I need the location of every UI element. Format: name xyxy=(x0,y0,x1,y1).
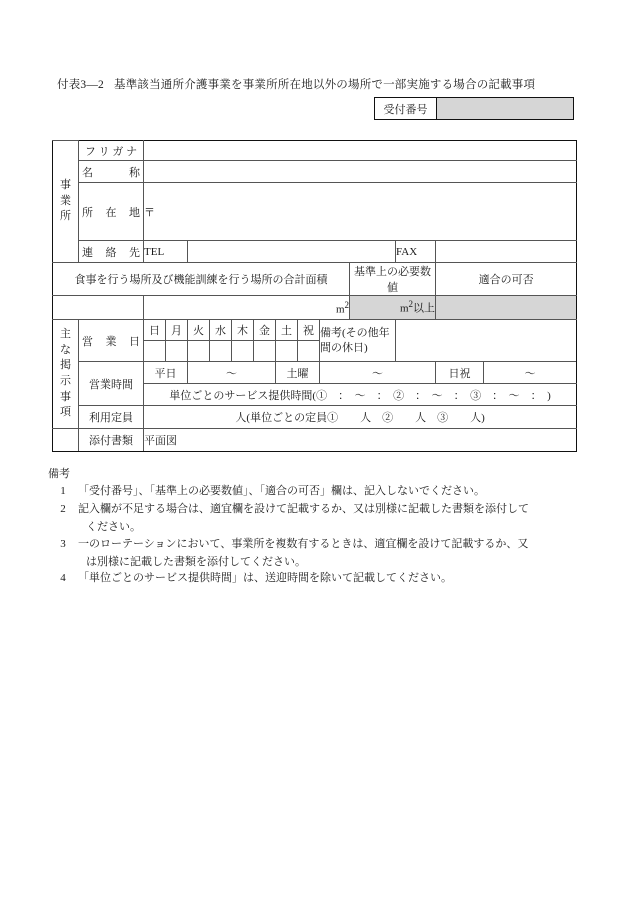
table-row-furigana xyxy=(53,141,577,161)
day-value-wed[interactable] xyxy=(210,341,232,362)
standard-suffix-label: 以上 xyxy=(413,302,435,315)
table-row-name xyxy=(53,161,577,183)
day-header-sat: 土 xyxy=(276,320,298,341)
standard-unit-superscript: 2 xyxy=(408,299,413,310)
office-name-label: 名 称 xyxy=(79,161,144,183)
title-text: 基準該当通所介護事業を事業所所在地以外の場所で一部実施する場合の記載事項 xyxy=(114,79,536,91)
business-days-remarks-label: 備考(その他年間の休日) xyxy=(320,320,396,362)
posting-group-label-char-4: 事 xyxy=(60,390,71,403)
conformity-header: 適合の可否 xyxy=(436,263,577,296)
tel-value[interactable] xyxy=(188,241,396,263)
remarks-heading: 備考 xyxy=(48,468,70,480)
main-form-table xyxy=(52,140,577,452)
remarks-note-4-number: 4 xyxy=(60,572,66,584)
day-header-thu: 木 xyxy=(232,320,254,341)
office-group-label-char-2: 所 xyxy=(60,210,71,223)
receipt-number-label: 受付番号 xyxy=(375,98,437,119)
holiday-hours-value[interactable]: ～ xyxy=(484,362,577,384)
receipt-number-value[interactable] xyxy=(437,98,573,119)
remarks-note-2-number: 2 xyxy=(60,503,66,515)
saturday-label: 土曜 xyxy=(276,362,320,384)
day-value-tue[interactable] xyxy=(188,341,210,362)
attachments-spacer xyxy=(53,429,79,452)
title-code: 付表3—2 xyxy=(57,79,104,91)
capacity-label: 利用定員 xyxy=(79,406,144,429)
remarks-note-3-text: 一のローテーションにおいて、事業所を複数有するときは、適宜欄を設けて記載するか、又 xyxy=(78,537,529,550)
attachments-label: 添付書類 xyxy=(79,429,144,452)
table-row-contact xyxy=(53,241,577,263)
office-group-label-char-1: 業 xyxy=(60,194,71,207)
office-group-label xyxy=(53,141,79,263)
office-address-value[interactable] xyxy=(144,183,577,241)
day-header-sun: 日 xyxy=(144,320,166,341)
remarks-note-1 xyxy=(48,483,588,500)
table-row-capacity xyxy=(53,406,577,429)
business-hours-label: 営業時間 xyxy=(79,362,144,406)
posting-group-label-char-5: 項 xyxy=(60,406,71,419)
posting-group-label-char-0: 主 xyxy=(60,328,71,341)
capacity-value[interactable]: 人(単位ごとの定員① 人 ② 人 ③ 人) xyxy=(144,406,577,429)
table-row-address xyxy=(53,183,577,241)
day-value-fri[interactable] xyxy=(254,341,276,362)
day-header-wed: 水 xyxy=(210,320,232,341)
fax-value[interactable] xyxy=(436,241,577,263)
weekday-label: 平日 xyxy=(144,362,188,384)
standard-value-header: 基準上の必要数値 xyxy=(350,263,436,296)
page-title xyxy=(57,76,535,92)
table-row-area-values xyxy=(53,296,577,320)
furigana-label: フ リ ガ ナ xyxy=(79,141,144,161)
office-group-label-char-0: 事 xyxy=(60,179,71,192)
furigana-value[interactable] xyxy=(144,141,577,161)
receipt-number-box xyxy=(374,97,574,120)
posting-group-label xyxy=(53,320,79,429)
office-contact-label: 連 絡 先 xyxy=(79,241,144,263)
area-value[interactable] xyxy=(144,296,350,320)
remarks-note-4-text: 「単位ごとのサービス提供時間」は、送迎時間を除いて記載してください。 xyxy=(78,572,452,584)
remarks-note-1-number: 1 xyxy=(60,485,66,497)
day-value-thu[interactable] xyxy=(232,341,254,362)
remarks-note-3 xyxy=(48,536,588,553)
day-value-sat[interactable] xyxy=(276,341,298,362)
office-address-label: 所 在 地 xyxy=(79,183,144,241)
area-blank-cell xyxy=(53,296,144,320)
remarks-note-2-continuation: ください。 xyxy=(86,521,141,533)
fax-label: FAX xyxy=(396,241,436,263)
area-unit-label: m xyxy=(335,303,345,316)
table-row-business-hours xyxy=(53,362,577,384)
standard-value xyxy=(350,296,436,320)
area-unit-superscript: 2 xyxy=(344,299,349,310)
table-row-business-days-header xyxy=(53,320,577,341)
standard-unit-label: m xyxy=(399,302,409,315)
saturday-hours-value[interactable]: ～ xyxy=(320,362,436,384)
day-header-mon: 月 xyxy=(166,320,188,341)
remarks-note-1-text: 「受付番号」、「基準上の必要数値」、「適合の可否」欄は、記入しないでください。 xyxy=(78,485,485,497)
day-value-holiday[interactable] xyxy=(298,341,320,362)
day-header-fri: 金 xyxy=(254,320,276,341)
holiday-label: 日祝 xyxy=(436,362,484,384)
posting-group-label-char-1: な xyxy=(60,343,71,356)
business-days-label: 営 業 日 xyxy=(79,320,144,362)
day-value-sun[interactable] xyxy=(144,341,166,362)
day-header-tue: 火 xyxy=(188,320,210,341)
remarks-note-3-continuation: は別様に記載した書類を添付してください。 xyxy=(86,555,306,568)
unit-service-time-value[interactable]: 単位ごとのサービス提供時間(① ： ～ ： ② ： ～ ： ③ ： ～ ： ) xyxy=(144,384,577,406)
area-header: 食事を行う場所及び機能訓練を行う場所の合計面積 xyxy=(53,263,350,296)
remarks-note-4 xyxy=(48,570,588,587)
tel-label: TEL xyxy=(144,241,188,263)
remarks-section xyxy=(48,465,588,588)
postal-mark-icon: 〒 xyxy=(144,206,155,219)
office-name-value[interactable] xyxy=(144,161,577,183)
remarks-note-2-text: 記入欄が不足する場合は、適宜欄を設けて記載するか、又は別様に記載した書類を添付して xyxy=(78,503,529,515)
weekday-hours-value[interactable]: ～ xyxy=(188,362,276,384)
conformity-value xyxy=(436,296,577,320)
posting-group-label-char-3: 示 xyxy=(60,375,71,387)
table-row-attachments xyxy=(53,429,577,452)
remarks-note-3-number: 3 xyxy=(60,537,66,550)
attachments-value[interactable]: 平面図 xyxy=(144,429,577,452)
business-days-remarks-value[interactable] xyxy=(396,320,577,362)
posting-group-label-char-2: 掲 xyxy=(60,359,71,372)
remarks-note-2 xyxy=(48,501,588,518)
day-value-mon[interactable] xyxy=(166,341,188,362)
table-row-area-header xyxy=(53,263,577,296)
day-header-holiday: 祝 xyxy=(298,320,320,341)
